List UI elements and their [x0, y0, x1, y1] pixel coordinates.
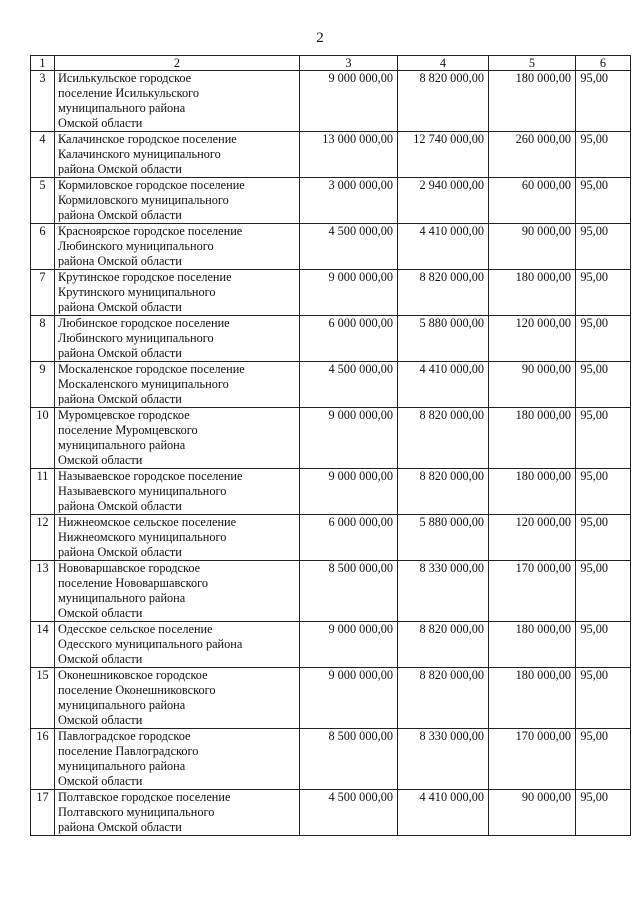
col6-percent-cell: 95,00	[576, 408, 631, 469]
settlement-name-line: Нововаршавское городское	[58, 561, 201, 575]
settlement-name-line: Крутинское городское поселение	[58, 270, 232, 284]
col4-amount-cell: 5 880 000,00	[398, 515, 489, 561]
table-row	[31, 515, 631, 561]
col3-amount-cell: 13 000 000,00	[300, 132, 398, 178]
table-row	[31, 178, 631, 224]
settlement-name-line: Одесское сельское поселение	[58, 622, 213, 636]
col5-amount-cell: 90 000,00	[489, 790, 576, 836]
settlement-name-line: муниципального района	[58, 759, 186, 773]
settlement-name-line: района Омской области	[58, 346, 182, 360]
col4-amount-cell: 4 410 000,00	[398, 224, 489, 270]
settlement-name-line: Полтавское городское поселение	[58, 790, 231, 804]
settlement-name-cell	[55, 729, 300, 790]
row-number-cell: 4	[31, 132, 55, 178]
settlement-name-cell	[55, 71, 300, 132]
settlement-name-cell	[55, 224, 300, 270]
settlement-name-cell	[55, 561, 300, 622]
settlement-name-cell	[55, 362, 300, 408]
settlement-name-line: Омской области	[58, 713, 143, 727]
row-number-cell: 9	[31, 362, 55, 408]
col4-amount-cell: 12 740 000,00	[398, 132, 489, 178]
settlement-name-line: поселение Павлоградского	[58, 744, 199, 758]
col4-amount-cell: 8 820 000,00	[398, 408, 489, 469]
settlement-name-line: Любинского муниципального	[58, 239, 214, 253]
col6-percent-cell: 95,00	[576, 561, 631, 622]
col5-amount-cell: 170 000,00	[489, 561, 576, 622]
col3-amount-cell: 4 500 000,00	[300, 362, 398, 408]
table-row	[31, 270, 631, 316]
col3-amount-cell: 9 000 000,00	[300, 270, 398, 316]
row-number-cell: 17	[31, 790, 55, 836]
header-col-2: 2	[55, 56, 300, 71]
settlement-name-line: Нижнеомского муниципального	[58, 530, 227, 544]
col3-amount-cell: 4 500 000,00	[300, 224, 398, 270]
row-number-cell: 14	[31, 622, 55, 668]
col3-amount-cell: 4 500 000,00	[300, 790, 398, 836]
settlement-name-line: Калачинское городское поселение	[58, 132, 237, 146]
settlement-name-line: поселение Нововаршавского	[58, 576, 209, 590]
settlement-name-line: Одесского муниципального района	[58, 637, 243, 651]
col3-amount-cell: 9 000 000,00	[300, 622, 398, 668]
col6-percent-cell: 95,00	[576, 132, 631, 178]
col5-amount-cell: 180 000,00	[489, 469, 576, 515]
col3-amount-cell: 9 000 000,00	[300, 668, 398, 729]
settlement-name-line: муниципального района	[58, 698, 186, 712]
table-row	[31, 316, 631, 362]
table-row	[31, 71, 631, 132]
table-row	[31, 132, 631, 178]
settlement-name-line: Называевского муниципального	[58, 484, 227, 498]
col3-amount-cell: 9 000 000,00	[300, 408, 398, 469]
settlement-name-line: Москаленское городское поселение	[58, 362, 245, 376]
settlement-name-line: района Омской области	[58, 545, 182, 559]
settlement-name-line: Омской области	[58, 774, 143, 788]
settlement-name-line: Нижнеомское сельское поселение	[58, 515, 237, 529]
col3-amount-cell: 9 000 000,00	[300, 469, 398, 515]
table-body	[31, 71, 631, 836]
col6-percent-cell: 95,00	[576, 71, 631, 132]
table-row	[31, 622, 631, 668]
table-row	[31, 729, 631, 790]
table-row	[31, 790, 631, 836]
settlement-name-line: Называевское городское поселение	[58, 469, 243, 483]
col4-amount-cell: 4 410 000,00	[398, 362, 489, 408]
col5-amount-cell: 120 000,00	[489, 316, 576, 362]
col3-amount-cell: 6 000 000,00	[300, 316, 398, 362]
col3-amount-cell: 6 000 000,00	[300, 515, 398, 561]
col5-amount-cell: 180 000,00	[489, 270, 576, 316]
row-number-cell: 3	[31, 71, 55, 132]
page-number: 2	[316, 30, 324, 46]
col6-percent-cell: 95,00	[576, 622, 631, 668]
settlement-name-line: поселение Исилькульского	[58, 86, 200, 100]
settlement-name-line: Исилькульское городское	[58, 71, 192, 85]
col6-percent-cell: 95,00	[576, 790, 631, 836]
settlement-name-line: муниципального района	[58, 101, 186, 115]
settlement-name-line: Павлоградское городское	[58, 729, 191, 743]
table-row	[31, 469, 631, 515]
col6-percent-cell: 95,00	[576, 178, 631, 224]
col4-amount-cell: 8 820 000,00	[398, 469, 489, 515]
settlement-name-line: района Омской области	[58, 254, 182, 268]
col4-amount-cell: 8 820 000,00	[398, 270, 489, 316]
settlement-name-line: района Омской области	[58, 392, 182, 406]
settlement-name-line: муниципального района	[58, 591, 186, 605]
settlement-name-line: Кормиловского муниципального	[58, 193, 229, 207]
col6-percent-cell: 95,00	[576, 668, 631, 729]
row-number-cell: 5	[31, 178, 55, 224]
col6-percent-cell: 95,00	[576, 270, 631, 316]
col5-amount-cell: 180 000,00	[489, 71, 576, 132]
table-row	[31, 362, 631, 408]
settlement-name-cell	[55, 178, 300, 224]
table-row	[31, 408, 631, 469]
table-row	[31, 561, 631, 622]
col5-amount-cell: 180 000,00	[489, 408, 576, 469]
settlement-name-line: Оконешниковское городское	[58, 668, 208, 682]
header-col-6: 6	[576, 56, 631, 71]
col3-amount-cell: 8 500 000,00	[300, 729, 398, 790]
settlement-name-line: района Омской области	[58, 820, 182, 834]
settlement-name-line: района Омской области	[58, 300, 182, 314]
row-number-cell: 16	[31, 729, 55, 790]
row-number-cell: 10	[31, 408, 55, 469]
header-col-4: 4	[398, 56, 489, 71]
col6-percent-cell: 95,00	[576, 729, 631, 790]
col4-amount-cell: 4 410 000,00	[398, 790, 489, 836]
settlement-name-cell	[55, 668, 300, 729]
settlement-name-line: Любинского муниципального	[58, 331, 214, 345]
settlement-name-cell	[55, 469, 300, 515]
settlement-name-line: Крутинского муниципального	[58, 285, 216, 299]
col5-amount-cell: 90 000,00	[489, 362, 576, 408]
settlement-name-line: поселение Оконешниковского	[58, 683, 216, 697]
table-header-row	[31, 56, 631, 71]
row-number-cell: 11	[31, 469, 55, 515]
row-number-cell: 13	[31, 561, 55, 622]
col3-amount-cell: 8 500 000,00	[300, 561, 398, 622]
settlements-table	[30, 55, 631, 836]
col5-amount-cell: 60 000,00	[489, 178, 576, 224]
header-col-3: 3	[300, 56, 398, 71]
col6-percent-cell: 95,00	[576, 316, 631, 362]
settlement-name-cell	[55, 622, 300, 668]
col6-percent-cell: 95,00	[576, 224, 631, 270]
settlement-name-line: Омской области	[58, 652, 143, 666]
col5-amount-cell: 120 000,00	[489, 515, 576, 561]
settlement-name-line: района Омской области	[58, 208, 182, 222]
settlement-name-line: Калачинского муниципального	[58, 147, 221, 161]
header-col-1: 1	[31, 56, 55, 71]
col5-amount-cell: 90 000,00	[489, 224, 576, 270]
settlement-name-line: поселение Муромцевского	[58, 423, 198, 437]
col4-amount-cell: 5 880 000,00	[398, 316, 489, 362]
col6-percent-cell: 95,00	[576, 469, 631, 515]
table-row	[31, 224, 631, 270]
row-number-cell: 12	[31, 515, 55, 561]
col5-amount-cell: 180 000,00	[489, 622, 576, 668]
settlement-name-cell	[55, 790, 300, 836]
col4-amount-cell: 8 330 000,00	[398, 561, 489, 622]
settlement-name-line: района Омской области	[58, 162, 182, 176]
settlement-name-cell	[55, 316, 300, 362]
col4-amount-cell: 2 940 000,00	[398, 178, 489, 224]
col5-amount-cell: 180 000,00	[489, 668, 576, 729]
row-number-cell: 6	[31, 224, 55, 270]
col4-amount-cell: 8 330 000,00	[398, 729, 489, 790]
settlement-name-cell	[55, 270, 300, 316]
row-number-cell: 8	[31, 316, 55, 362]
settlement-name-line: района Омской области	[58, 499, 182, 513]
settlement-name-cell	[55, 132, 300, 178]
settlement-name-line: Любинское городское поселение	[58, 316, 230, 330]
settlement-name-line: Омской области	[58, 606, 143, 620]
col4-amount-cell: 8 820 000,00	[398, 668, 489, 729]
settlement-name-line: Муромцевское городское	[58, 408, 190, 422]
row-number-cell: 15	[31, 668, 55, 729]
settlement-name-line: Омской области	[58, 116, 143, 130]
settlement-name-line: Москаленского муниципального	[58, 377, 229, 391]
col4-amount-cell: 8 820 000,00	[398, 622, 489, 668]
settlement-name-line: Полтавского муниципального	[58, 805, 215, 819]
settlement-name-cell	[55, 408, 300, 469]
header-col-5: 5	[489, 56, 576, 71]
settlement-name-cell	[55, 515, 300, 561]
settlement-name-line: Кормиловское городское поселение	[58, 178, 245, 192]
row-number-cell: 7	[31, 270, 55, 316]
settlement-name-line: муниципального района	[58, 438, 186, 452]
col4-amount-cell: 8 820 000,00	[398, 71, 489, 132]
settlement-name-line: Омской области	[58, 453, 143, 467]
col6-percent-cell: 95,00	[576, 515, 631, 561]
settlement-name-line: Красноярское городское поселение	[58, 224, 243, 238]
col3-amount-cell: 3 000 000,00	[300, 178, 398, 224]
col3-amount-cell: 9 000 000,00	[300, 71, 398, 132]
table-row	[31, 668, 631, 729]
col5-amount-cell: 170 000,00	[489, 729, 576, 790]
col6-percent-cell: 95,00	[576, 362, 631, 408]
col5-amount-cell: 260 000,00	[489, 132, 576, 178]
